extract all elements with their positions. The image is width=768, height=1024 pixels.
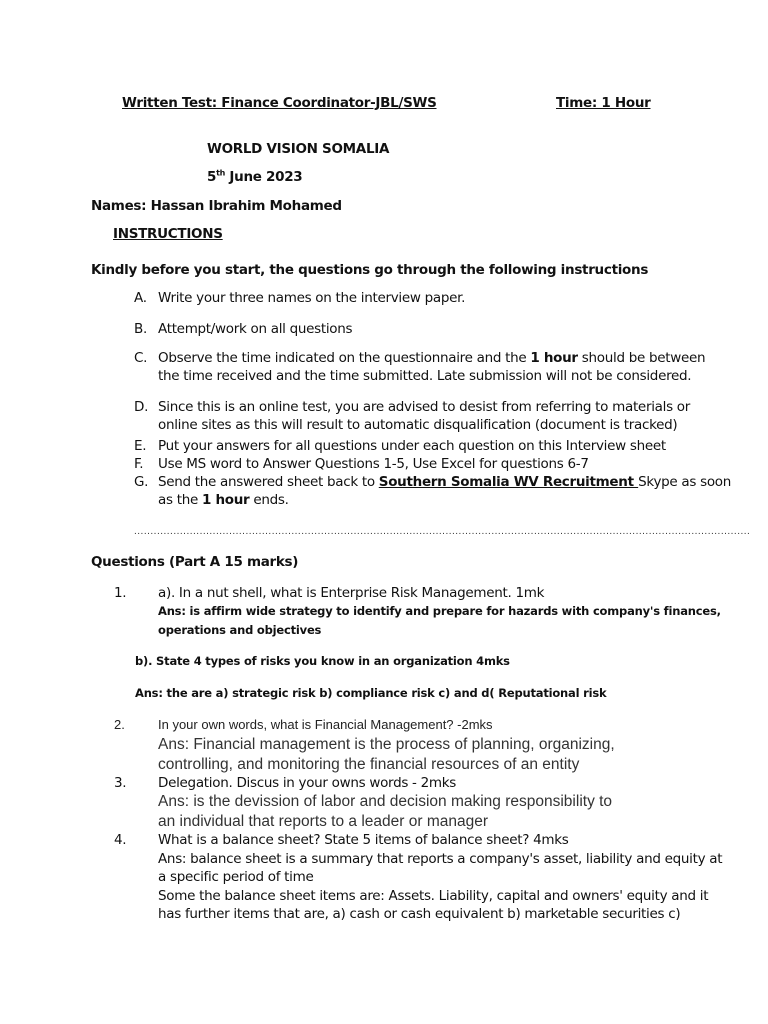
answer-text: an individual that reports to a leader or manager — [158, 813, 489, 830]
instruction-text: Put your answers for all questions under each question on this Interview sheet — [158, 438, 666, 454]
instructions-intro: Kindly before you start, the questions go through the following instructions — [91, 262, 649, 278]
instruction-text: Attempt/work on all questions — [158, 321, 353, 337]
instruction-text: as the 1 hour ends. — [158, 492, 289, 508]
question-number: 2. — [114, 717, 125, 732]
instruction-text: Since this is an online test, you are advised to desist from referring to materials or — [158, 399, 690, 415]
answer-text: Ans: Financial management is the process of planning, organizing, — [158, 736, 615, 753]
instruction-letter: F. — [134, 456, 144, 472]
instruction-text: Observe the time indicated on the questionnaire and the 1 hour should be between — [158, 350, 706, 366]
question-number: 1. — [114, 585, 127, 601]
instruction-letter: A. — [134, 290, 147, 306]
question-text: b). State 4 types of risks you know in an organization 4mks — [135, 654, 510, 668]
answer-text: operations and objectives — [158, 623, 322, 637]
question-number: 4. — [114, 832, 127, 848]
separator-line: ............................................................................................................................................................................................ — [134, 526, 751, 537]
candidate-names: Names: Hassan Ibrahim Mohamed — [91, 198, 342, 214]
organization-name: WORLD VISION SOMALIA — [207, 141, 390, 157]
test-title: Written Test: Finance Coordinator-JBL/SWS — [122, 95, 437, 111]
instruction-text: Send the answered sheet back to Southern Somalia WV Recruitment Skype as soon — [158, 474, 732, 490]
test-date: 5th June 2023 — [207, 168, 303, 185]
question-text: In your own words, what is Financial Management? -2mks — [158, 717, 493, 732]
answer-text: Ans: balance sheet is a summary that reports a company's asset, liability and equity at — [158, 851, 723, 867]
instruction-letter: E. — [134, 438, 147, 454]
answer-text: Ans: is the devission of labor and decision making responsibility to — [158, 793, 613, 810]
instruction-text: Write your three names on the interview paper. — [158, 290, 466, 306]
instruction-letter: G. — [134, 474, 149, 490]
answer-text: a specific period of time — [158, 869, 314, 885]
instruction-text: online sites as this will result to automatic disqualification (document is tracked) — [158, 417, 678, 433]
answer-text: controlling, and monitoring the financial resources of an entity — [158, 756, 580, 773]
question-text: What is a balance sheet? State 5 items of balance sheet? 4mks — [158, 832, 569, 848]
answer-text: has further items that are, a) cash or cash equivalent b) marketable securities c) — [158, 906, 681, 922]
answer-text: Ans: the are a) strategic risk b) compliance risk c) and d( Reputational risk — [135, 686, 607, 700]
answer-text: Ans: is affirm wide strategy to identify and prepare for hazards with company's finances, — [158, 604, 721, 618]
instruction-text: the time received and the time submitted. Late submission will not be considered. — [158, 368, 692, 384]
question-text: a). In a nut shell, what is Enterprise Risk Management. 1mk — [158, 585, 545, 601]
question-number: 3. — [114, 775, 127, 791]
answer-text: Some the balance sheet items are: Assets. Liability, capital and owners' equity and it — [158, 888, 709, 904]
instruction-letter: B. — [134, 321, 147, 337]
instructions-heading: INSTRUCTIONS — [113, 226, 223, 242]
instruction-text: Use MS word to Answer Questions 1-5, Use Excel for questions 6-7 — [158, 456, 589, 472]
instruction-letter: C. — [134, 350, 148, 366]
instruction-letter: D. — [134, 399, 149, 415]
recruitment-link[interactable]: Southern Somalia WV Recruitment — [378, 474, 639, 490]
time-limit: Time: 1 Hour — [556, 95, 651, 111]
questions-heading: Questions (Part A 15 marks) — [91, 554, 299, 570]
question-text: Delegation. Discus in your owns words - 2mks — [158, 775, 457, 791]
